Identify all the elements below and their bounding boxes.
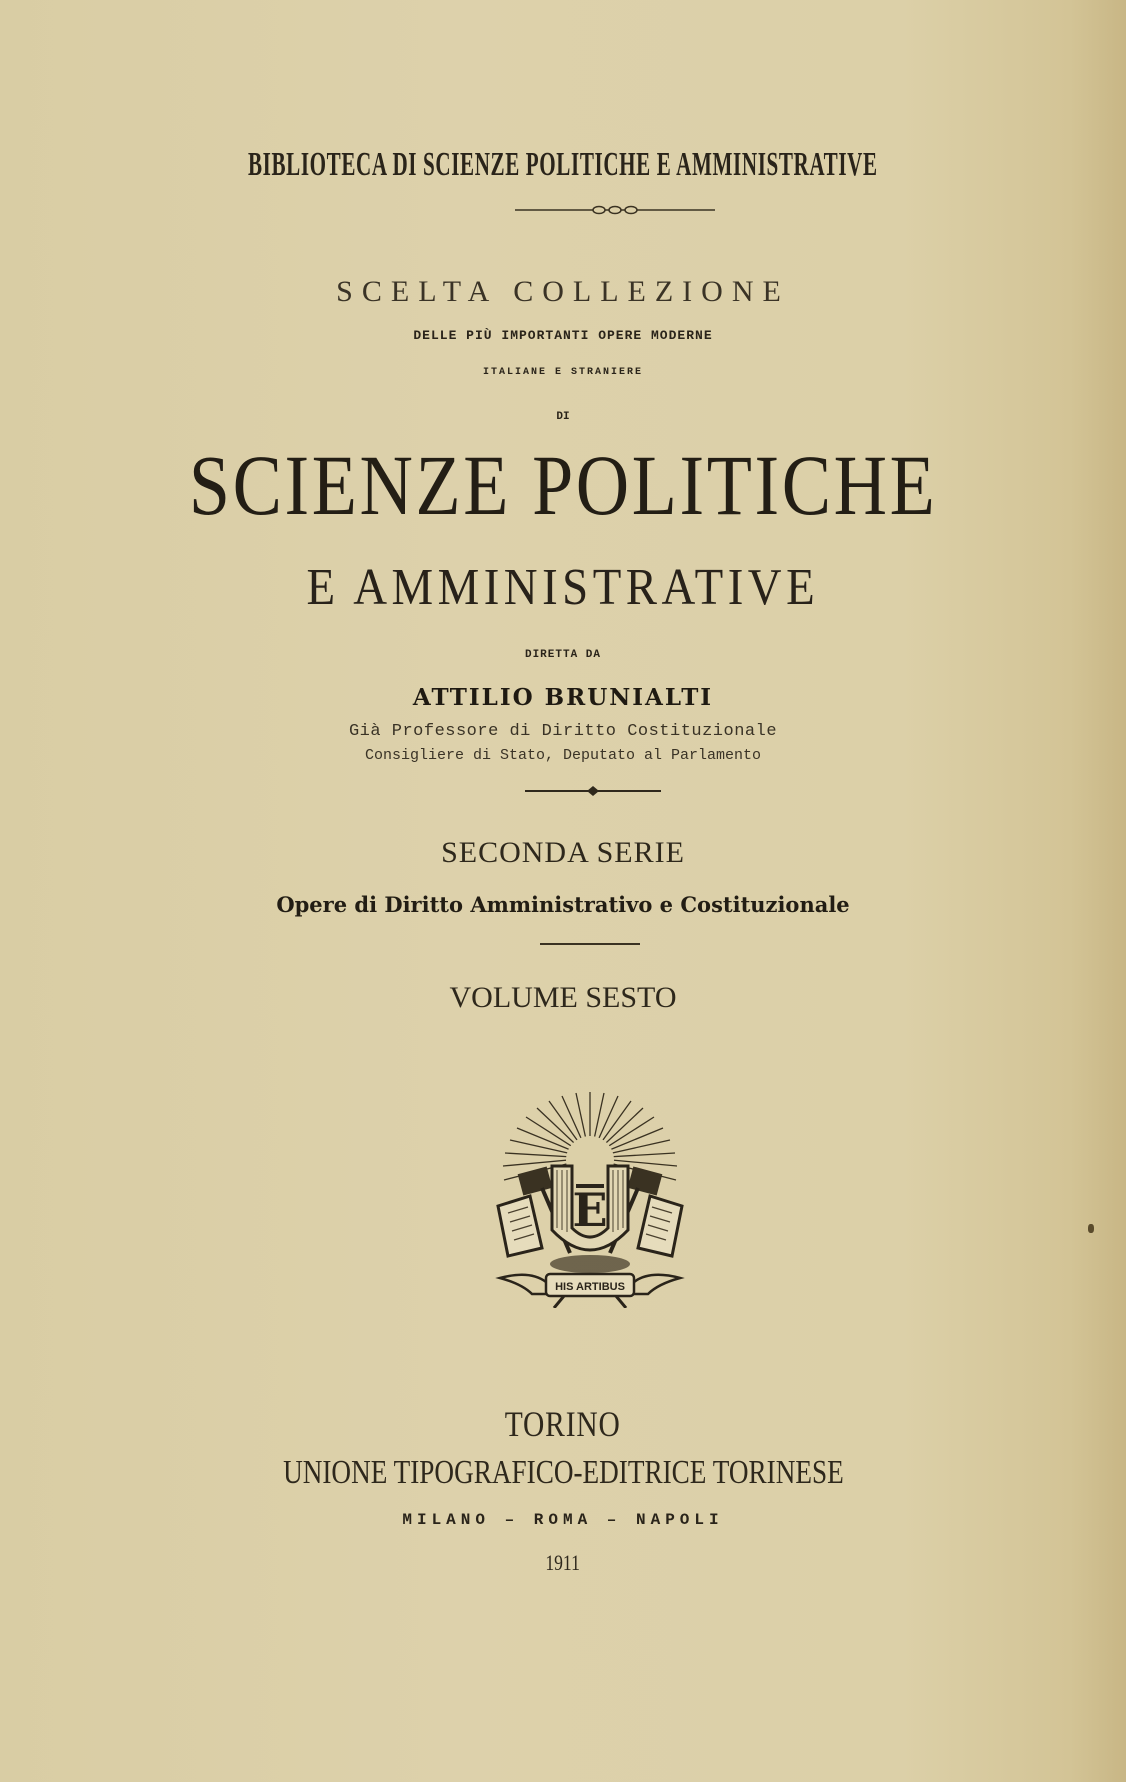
connector-di: DI — [556, 411, 570, 423]
editor-name: ATTILIO BRUNIALTI — [412, 684, 714, 711]
city: TORINO — [505, 1404, 621, 1444]
volume: VOLUME SESTO — [449, 981, 677, 1014]
diamond-rule-icon — [525, 784, 661, 798]
series-label: SECONDA SERIE — [441, 836, 685, 869]
series-subtitle: Opere di Diritto Amministrativo e Costituzionale — [276, 892, 850, 917]
editor-role-2: Consigliere di Stato, Deputato al Parlamento — [364, 747, 762, 764]
collection-title: SCELTA COLLEZIONE — [336, 275, 790, 308]
main-title-2: E AMMINISTRATIVE — [306, 559, 820, 616]
directed-by: DIRETTA DA — [524, 649, 601, 661]
publisher-emblem-icon — [480, 1088, 700, 1308]
ornamental-rule-icon — [515, 203, 715, 217]
svg-text:E: E — [572, 1183, 608, 1237]
collection-subtitle-1: DELLE PIÙ IMPORTANTI OPERE MODERNE — [413, 328, 713, 343]
year: 1911 — [545, 1550, 581, 1575]
series-header: BIBLIOTECA DI SCIENZE POLITICHE E AMMINISTRATIVE — [248, 146, 878, 183]
editor-role-1: Già Professore di Diritto Costituzionale — [348, 722, 778, 741]
short-rule — [540, 943, 640, 945]
publisher: UNIONE TIPOGRAFICO-EDITRICE TORINESE — [282, 1454, 844, 1491]
svg-text:HIS ARTIBUS: HIS ARTIBUS — [555, 1281, 625, 1293]
paper-blemish — [1088, 1224, 1094, 1233]
branches: MILANO – ROMA – NAPOLI — [402, 1511, 724, 1529]
main-title: SCIENZE POLITICHE — [188, 437, 938, 533]
collection-subtitle-2: ITALIANE E STRANIERE — [482, 367, 644, 378]
